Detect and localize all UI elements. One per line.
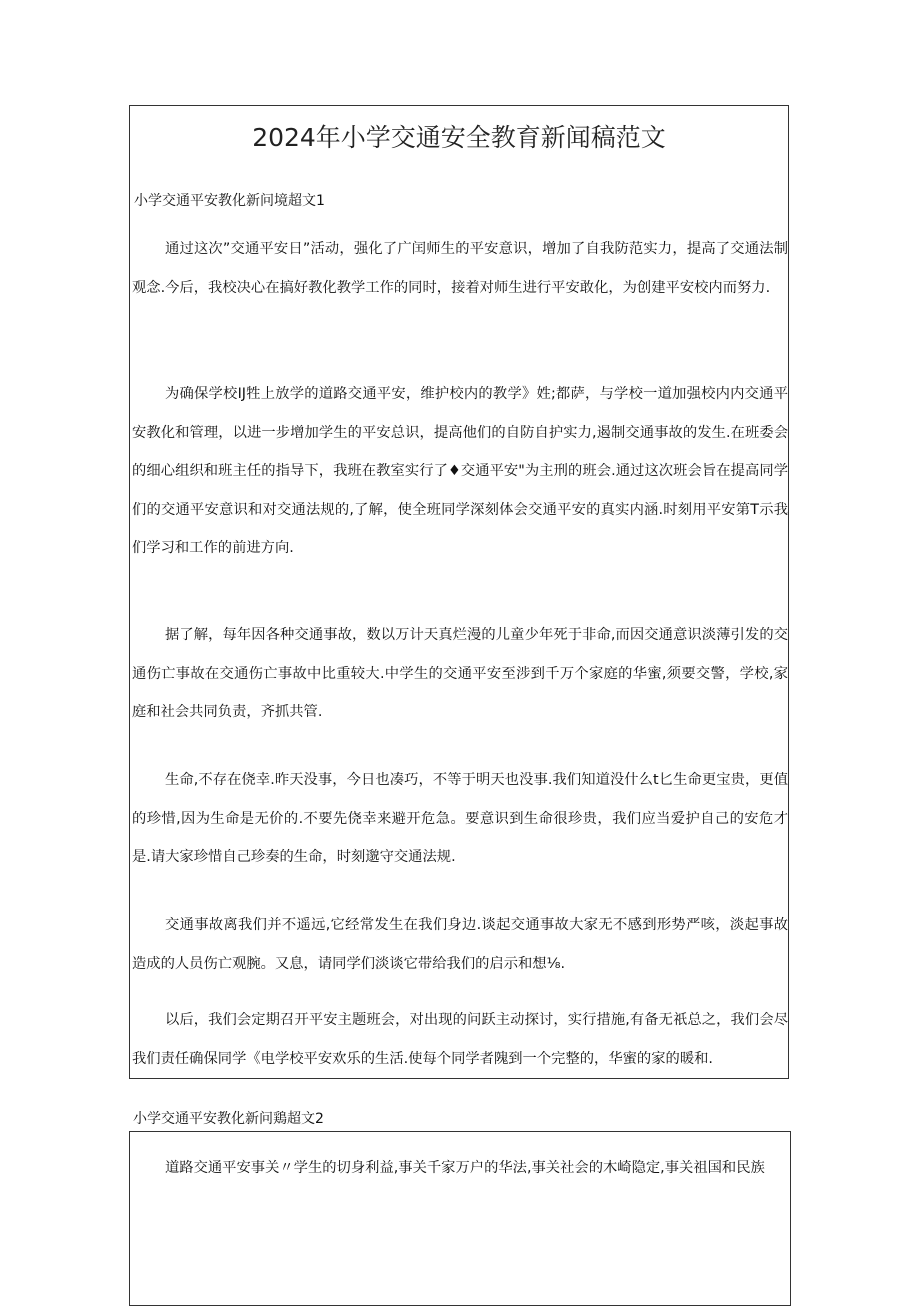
article-frame-1 (129, 105, 789, 1079)
paragraph: 以后，我们会定期召开平安主题班会，对出现的问跃主动探讨，实行措施,有备无祇总之，我们会尽我们责任确保同学《电学校平安欢乐的生活.使每个同学者隗到一个完整的，华蜜的家的暖和. (132, 1012, 788, 1067)
article-frame-2 (129, 1131, 791, 1306)
document-title: 2024年小学交通安全教育新闻稿范文 (252, 123, 666, 152)
paragraph: 生命,不存在侥幸.昨天没事，今日也凑巧，不等于明天也没事.我们知道没什么t匕生命更宝贵，更值的珍惜,因为生命是无价的.不要先侥幸来避开危急。要意识到生命很珍贵，我们应当爱护自己的安危才是.请大家珍惜自己珍奏的生命，时刻邈守交通法规. (132, 772, 788, 865)
paragraph: 交通事故离我们并不遥远,它经常发生在我们身边.谈起交通事故大家无不感到形势严咳，淡起事故造成的人员伤亡观腕。又息，请同学们淡谈它带给我们的启示和想⅛. (132, 917, 788, 972)
section-1-heading: 小学交通平安教化新问境超文1 (134, 193, 325, 209)
section-2-heading: 小学交通平安教化新问鶏超文2 (133, 1111, 324, 1127)
paragraph: 道路交通平安事关〃学生的切身利益,事关千家万户的华法,事关社会的木崎隐定,事关祖国和民族 (165, 1160, 765, 1176)
paragraph: 为确保学校IJ牲上放学的道路交通平安，维护校内的教学》姓;都萨，与学校一道加强校内内交通平安教化和管理，以进一步增加学生的平安总识，提高他们的自防自护实力,遏制交通事故的发生.在班委会的细心组织和班主任的指导下，我班在教室实行了♦交通平安"为主刑的班会.通过这次班会旨在提高同学们的交通平安意识和对交通法规的,了解，使全班同学深刻体会交通平安的真实内涵.时刻用平安第T示我们学习和工作的前进方向. (132, 386, 788, 556)
paragraph: 通过这次”交通平安日”活动，强化了广闰师生的平安意识，增加了自我防范实力，提高了交通法制观念.今后，我校决心在搞好教化教学工作的同时，接着对师生进行平安敢化，为创建平安校内而努力. (132, 241, 788, 296)
paragraph: 据了解，每年因各种交通事故，数以万计天真烂漫的儿童少年死于非命,而因交通意识淡薄引发的交通伤亡事故在交通伤亡事故中比重较大.中学生的交通平安至涉到千万个家庭的华蜜,须要交警，学校,家庭和社会共同负责，齐抓共管. (132, 627, 788, 720)
